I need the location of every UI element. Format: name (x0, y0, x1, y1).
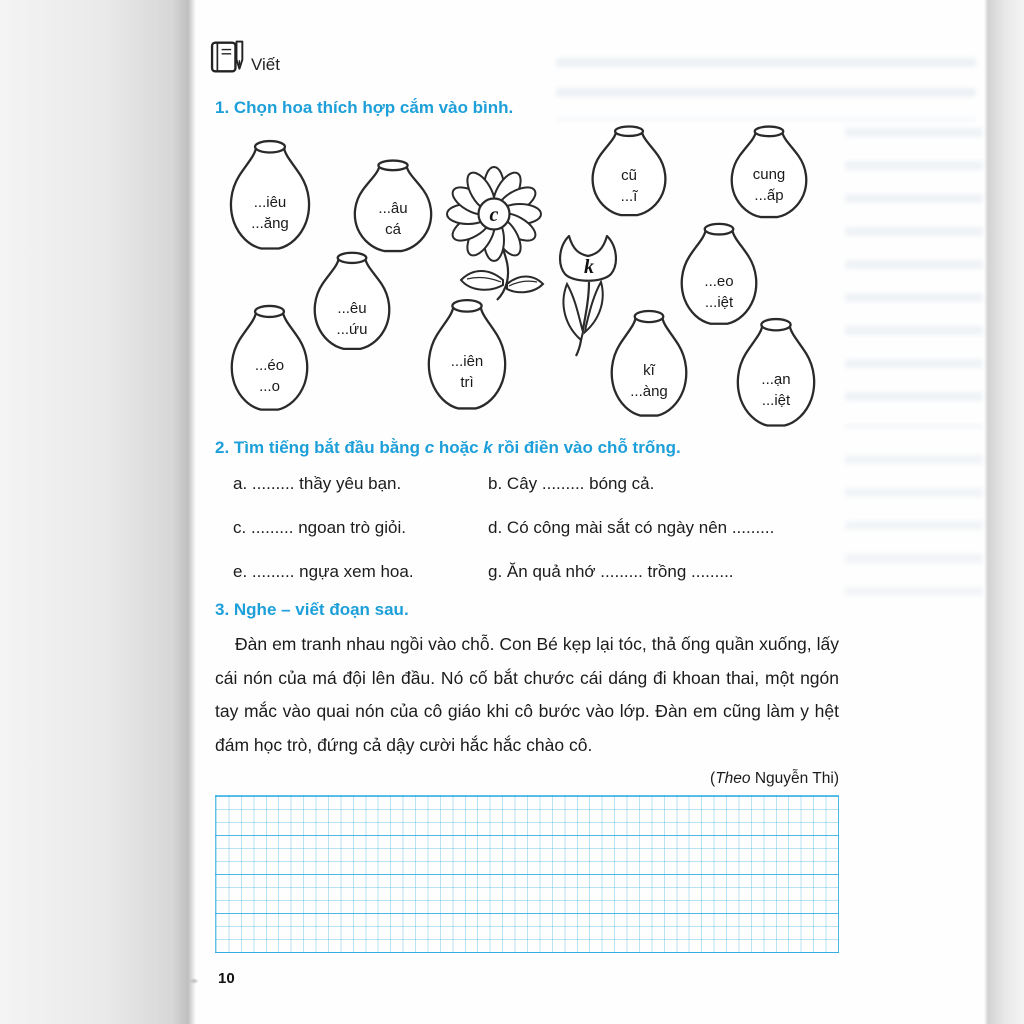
vase-word: ...êu (337, 299, 367, 317)
bleed-through-top (556, 58, 976, 120)
ex2-item-b (488, 470, 839, 497)
vase-word: ...iêu (253, 193, 287, 211)
writing-practice-grid (215, 795, 839, 953)
vase-word: ...ăng (251, 214, 289, 232)
vase-1 (226, 138, 314, 252)
vase-word: ...iên (450, 353, 484, 371)
vase-word: cung (752, 166, 786, 184)
vase-word: ...ứu (336, 320, 368, 338)
item-text: Ăn quả nhớ ......... trồng ......... (506, 562, 734, 581)
vase-word: cũ (621, 167, 637, 185)
margin-smudge (189, 978, 199, 984)
vase-7-label (227, 355, 312, 397)
vase-word: ...eo (704, 272, 734, 290)
flower-letter-k: k (584, 256, 594, 278)
ex2-title-letter-k: k (483, 438, 493, 457)
vase-word: ...âu (378, 200, 408, 218)
vase-2 (350, 158, 436, 254)
vase-8 (424, 297, 510, 412)
exercise3-title: 3. Nghe – viết đoạn sau. (215, 600, 409, 619)
vase-word: ...éo (254, 356, 285, 374)
vase-7 (227, 303, 312, 413)
vase-2-label (350, 198, 436, 240)
ex2-title-letter-c: c (424, 438, 435, 457)
ex2-item-c (233, 514, 488, 541)
vase-9-label (607, 360, 691, 402)
vase-3-label (588, 165, 670, 207)
vase-word: kĩ (643, 362, 655, 380)
ex2-item-a (233, 470, 488, 497)
bleed-through-right-lower (845, 455, 983, 595)
vase-scene (215, 118, 843, 433)
page-number: 10 (218, 970, 235, 987)
attribution-author: Nguyễn Thi) (750, 770, 839, 787)
attribution (215, 770, 839, 788)
bleed-through-right (845, 128, 983, 428)
item-text: ......... ngoan trò giỏi. (250, 518, 406, 537)
section-header (208, 40, 280, 74)
item-label: a. (233, 474, 248, 493)
vase-6-label (677, 271, 761, 313)
vase-word: ...ĩ (620, 188, 638, 206)
vase-1-label (226, 192, 314, 234)
vase-4-label (727, 164, 811, 206)
vase-word: cá (385, 221, 401, 239)
notebook-pen-icon (208, 40, 248, 74)
item-label: d. (488, 518, 503, 537)
section-title: Viết (251, 55, 280, 74)
item-text: Có công mài sắt có ngày nên ......... (506, 518, 775, 537)
tulip-flower-k (545, 226, 637, 358)
flower-letter-c: c (489, 204, 499, 226)
item-text: Cây ......... bóng cả. (506, 474, 655, 493)
exercise2-title (215, 438, 681, 458)
vase-5-label (310, 298, 394, 340)
exercise2-items (233, 470, 839, 585)
vase-word: ...o (259, 377, 280, 395)
vase-word: ...ấp (754, 187, 784, 205)
item-text: ......... ngựa xem hoa. (251, 562, 414, 581)
daisy-flower-c (437, 164, 559, 304)
attribution-open: ( (710, 770, 716, 787)
vase-3 (588, 124, 670, 218)
item-text: ......... thầy yêu bạn. (251, 474, 402, 493)
vase-5 (310, 250, 394, 352)
vase-10 (733, 316, 819, 429)
exercise1-title: 1. Chọn hoa thích hợp cắm vào bình. (215, 98, 514, 117)
ex2-item-d (488, 514, 839, 541)
attribution-theo: Theo (715, 770, 751, 787)
vase-4 (727, 124, 811, 220)
vase-word: ...àng (630, 383, 668, 401)
vase-10-label (733, 369, 819, 411)
ex2-title-part: hoặc (434, 438, 484, 457)
vase-word: ...ạn (761, 371, 791, 389)
dictation-paragraph: Đàn em tranh nhau ngồi vào chỗ. Con Bé kẹp lại tóc, thả ống quần xuống, lấy cái nón của má đội lên đầu. Nó cố bắt chước cái dáng đi khoan thai, một ngón tay mắc vào quai nón của cô giáo khi cô bước vào lớp. Đàn em cũng làm y hệt đám học trò, đứng cả dậy cười hắc hắc chào cô. (215, 634, 839, 755)
ex2-item-e (233, 558, 488, 585)
ex2-item-g (488, 558, 839, 585)
vase-word: ...iệt (704, 293, 734, 311)
vase-word: ...iệt (761, 392, 791, 410)
vase-word: trì (460, 374, 474, 392)
item-label: b. (488, 474, 503, 493)
vase-8-label (424, 351, 510, 393)
ex2-title-part: 2. Tìm tiếng bắt đầu bằng (215, 438, 425, 457)
scan-edge-left (0, 0, 196, 1024)
scan-edge-right (984, 0, 1024, 1024)
ex2-title-part: rồi điền vào chỗ trống. (492, 438, 681, 457)
item-label: e. (233, 562, 248, 581)
item-label: g. (488, 562, 503, 581)
item-label: c. (233, 518, 247, 537)
